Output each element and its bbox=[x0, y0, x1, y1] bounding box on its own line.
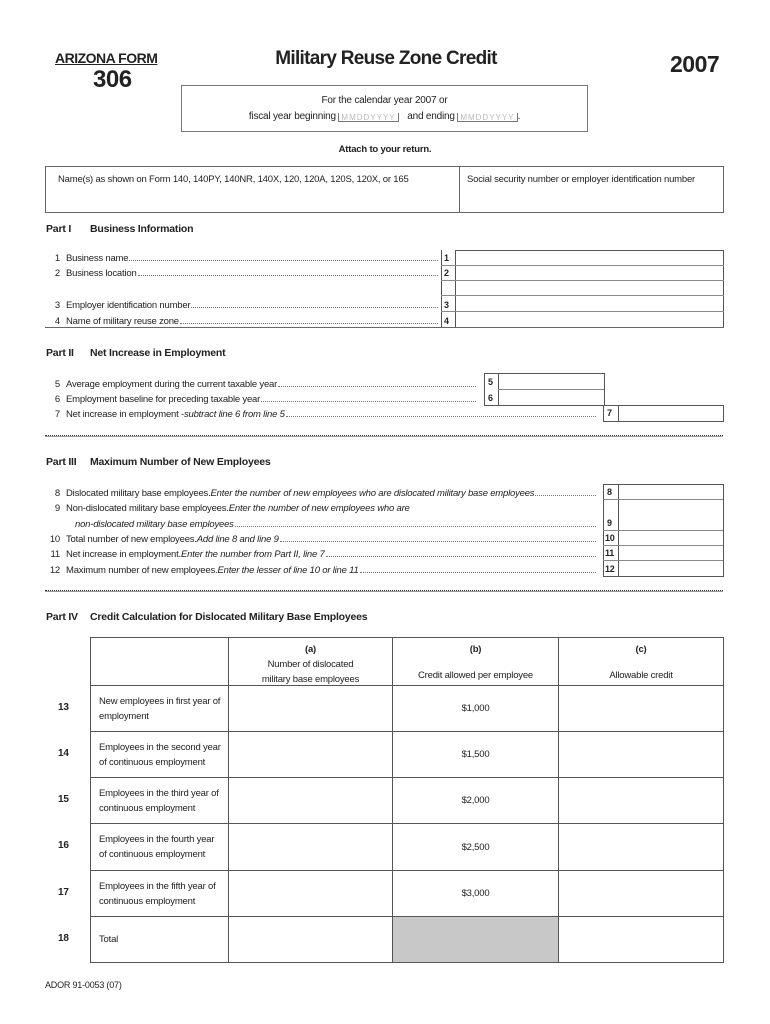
line-instruction: Enter the number of new employees who are dislocated military base employees bbox=[210, 488, 535, 499]
line-number: 5 bbox=[54, 379, 60, 390]
business-name-field[interactable] bbox=[441, 250, 724, 266]
row-label-text: Employees in the second year of continuous employment bbox=[99, 741, 221, 768]
box-number-7: 7 bbox=[607, 408, 612, 418]
row-label-text: Employees in the third year of continuous employment bbox=[99, 787, 219, 814]
line-number: 3 bbox=[54, 300, 60, 311]
ssn-label: Social security number or employer identification number bbox=[467, 174, 695, 185]
line-7 bbox=[48, 407, 598, 420]
line-2 bbox=[48, 266, 440, 279]
reuse-zone-field[interactable] bbox=[456, 312, 724, 327]
line-11 bbox=[48, 547, 598, 560]
box-number-3: 3 bbox=[444, 300, 449, 310]
col-label: Allowable credit bbox=[609, 670, 673, 681]
line-instruction: non-dislocated military base employees bbox=[75, 519, 234, 530]
col-label: Credit allowed per employee bbox=[418, 670, 533, 681]
begin-label: fiscal year beginning bbox=[248, 111, 336, 122]
box-number-4: 4 bbox=[444, 316, 449, 326]
col-b-credit bbox=[392, 870, 559, 917]
col-c-field[interactable] bbox=[558, 777, 724, 824]
row-label-text: Employees in the fifth year of continuous employment bbox=[99, 880, 216, 907]
line-label: Maximum number of new employees. bbox=[66, 565, 218, 576]
box-number-8: 8 bbox=[607, 487, 612, 497]
line-label: Business location bbox=[66, 268, 137, 279]
line-9-cont bbox=[66, 517, 598, 530]
line-10 bbox=[48, 532, 598, 545]
line-3 bbox=[48, 298, 440, 311]
part3-label: Part III bbox=[46, 456, 77, 468]
attach-note: Attach to your return. bbox=[338, 144, 432, 155]
line-10-field[interactable] bbox=[603, 531, 723, 546]
row-label bbox=[90, 777, 229, 824]
line-9 bbox=[48, 501, 598, 514]
col-c-header bbox=[558, 637, 724, 686]
col-c-field[interactable] bbox=[558, 823, 724, 871]
col-letter: (a) bbox=[304, 644, 316, 655]
line-instruction: subtract line 6 from line 5 bbox=[183, 409, 285, 420]
end-date-field[interactable]: MMDDYYYY bbox=[457, 113, 517, 122]
row-label bbox=[90, 731, 229, 778]
form-number: 306 bbox=[93, 66, 132, 93]
col-a-field[interactable] bbox=[228, 870, 393, 917]
credit-amount: $1,000 bbox=[461, 703, 490, 714]
tax-period-box bbox=[181, 85, 588, 132]
line-instruction: Enter the number from Part II, line 7 bbox=[181, 549, 325, 560]
credit-amount: $2,500 bbox=[461, 841, 490, 853]
line-instruction: Enter the number of new employees who are bbox=[228, 503, 410, 514]
box-number-2: 2 bbox=[444, 268, 449, 278]
row-label-text: New employees in first year of employment bbox=[99, 695, 221, 722]
row-label bbox=[90, 870, 229, 917]
col-a-field[interactable] bbox=[228, 731, 393, 778]
name-field[interactable] bbox=[46, 167, 460, 212]
row-number: 18 bbox=[58, 932, 69, 944]
col-b-credit bbox=[392, 823, 559, 871]
row-label bbox=[90, 685, 229, 732]
line-label: Employer identification number bbox=[66, 300, 191, 311]
col-a-header bbox=[228, 637, 393, 686]
row-label-text: Total bbox=[99, 934, 119, 945]
box-number-10: 10 bbox=[605, 533, 615, 543]
line-4 bbox=[48, 314, 440, 327]
line-12 bbox=[48, 563, 598, 576]
line-label: Employment baseline for preceding taxable year bbox=[66, 394, 261, 405]
table-header-blank bbox=[90, 637, 229, 686]
line-9-field[interactable] bbox=[603, 500, 723, 531]
row-number: 16 bbox=[58, 840, 69, 851]
part4-title: Credit Calculation for Dislocated Military Base Employees bbox=[90, 611, 368, 623]
credit-amount: $1,500 bbox=[461, 749, 490, 760]
business-location-field-2[interactable] bbox=[441, 281, 724, 296]
line-6-field[interactable] bbox=[498, 390, 604, 405]
credit-amount: $3,000 bbox=[461, 888, 490, 899]
line-number: 8 bbox=[54, 488, 60, 499]
box-number-9: 9 bbox=[607, 518, 612, 528]
col-letter: (c) bbox=[635, 644, 647, 655]
col-a-field[interactable] bbox=[228, 916, 393, 963]
col-letter: (b) bbox=[469, 644, 482, 655]
row-number: 14 bbox=[58, 747, 69, 759]
col-c-field[interactable] bbox=[558, 731, 724, 778]
col-c-field[interactable] bbox=[558, 916, 724, 963]
row-number: 15 bbox=[58, 793, 69, 805]
box-number-6: 6 bbox=[488, 393, 493, 403]
col-c-field[interactable] bbox=[558, 870, 724, 917]
line-label: Non-dislocated military base employees. bbox=[66, 503, 229, 514]
col-label: Number of dislocated military base employees bbox=[261, 659, 360, 685]
row-number: 13 bbox=[58, 701, 69, 713]
business-location-field[interactable] bbox=[441, 266, 724, 281]
line-label: Dislocated military base employees. bbox=[66, 488, 211, 499]
line-label: Net increase in employment - bbox=[66, 409, 184, 420]
col-b-credit bbox=[392, 777, 559, 824]
col-b-credit bbox=[392, 916, 559, 963]
part2-title: Net Increase in Employment bbox=[90, 347, 226, 359]
line-label: Average employment during the current taxable year bbox=[66, 379, 278, 390]
name-id-box bbox=[45, 166, 724, 213]
row-label bbox=[90, 823, 229, 871]
ein-field[interactable] bbox=[441, 296, 724, 312]
form-year: 2007 bbox=[670, 51, 720, 77]
row-label-text: Employees in the fourth year of continuous employment bbox=[99, 834, 215, 860]
line-label: Name of military reuse zone bbox=[66, 316, 179, 327]
row-label bbox=[90, 916, 229, 963]
line-8 bbox=[48, 486, 598, 499]
col-a-field[interactable] bbox=[228, 823, 393, 871]
box-number-1: 1 bbox=[444, 253, 449, 263]
calendar-year-text: For the calendar year 2007 or bbox=[321, 95, 448, 106]
box-number-5: 5 bbox=[488, 377, 493, 387]
part1-title: Business Information bbox=[90, 223, 194, 235]
form-label: ARIZONA FORM bbox=[55, 50, 158, 66]
line-6 bbox=[48, 392, 478, 405]
ssn-ein-field[interactable] bbox=[460, 167, 723, 212]
line-11-field[interactable] bbox=[603, 546, 723, 561]
col-b-credit bbox=[392, 685, 559, 732]
begin-date-field[interactable]: MMDDYYYY bbox=[338, 113, 398, 122]
line-label: Total number of new employees. bbox=[66, 534, 197, 545]
line-number: 10 bbox=[49, 534, 60, 545]
box-number-11: 11 bbox=[605, 548, 615, 558]
credit-amount: $2,000 bbox=[461, 795, 490, 806]
line-instruction: Add line 8 and line 9 bbox=[196, 534, 279, 545]
col-a-field[interactable] bbox=[228, 777, 393, 824]
line-5-field[interactable] bbox=[498, 374, 604, 390]
part1-label: Part I bbox=[46, 223, 72, 235]
line-1 bbox=[48, 251, 440, 264]
part2-label: Part II bbox=[46, 347, 74, 359]
line-number: 12 bbox=[49, 565, 60, 576]
col-c-field[interactable] bbox=[558, 685, 724, 732]
line-number: 4 bbox=[54, 316, 60, 327]
line-label: Business name bbox=[66, 253, 129, 264]
line-instruction: Enter the lesser of line 10 or line 11 bbox=[217, 565, 359, 576]
line-8-field[interactable] bbox=[603, 484, 723, 500]
period: . bbox=[517, 111, 521, 122]
line-number: 2 bbox=[54, 268, 60, 279]
form-title: Military Reuse Zone Credit bbox=[275, 48, 497, 69]
row-number: 17 bbox=[58, 886, 69, 898]
end-label: and ending bbox=[407, 111, 455, 122]
form-footer: ADOR 91-0053 (07) bbox=[45, 980, 122, 990]
col-b-credit bbox=[392, 731, 559, 778]
box-number-12: 12 bbox=[605, 564, 615, 574]
name-label: Name(s) as shown on Form 140, 140PY, 140NR, 140X, 120, 120A, 120S, 120X, or 165 bbox=[58, 174, 409, 185]
part4-label: Part IV bbox=[46, 611, 78, 623]
col-b-header bbox=[392, 637, 559, 686]
line-12-field[interactable] bbox=[603, 561, 723, 576]
line-7-field[interactable] bbox=[618, 405, 723, 421]
part3-title: Maximum Number of New Employees bbox=[90, 456, 271, 468]
line-number: 9 bbox=[54, 503, 60, 514]
line-label: Net increase in employment. bbox=[66, 549, 181, 560]
line-number: 6 bbox=[54, 394, 60, 405]
col-a-field[interactable] bbox=[228, 685, 393, 732]
line-number: 11 bbox=[50, 549, 60, 560]
line-number: 7 bbox=[54, 409, 60, 420]
line-number: 1 bbox=[54, 253, 60, 264]
line-5 bbox=[48, 377, 478, 390]
